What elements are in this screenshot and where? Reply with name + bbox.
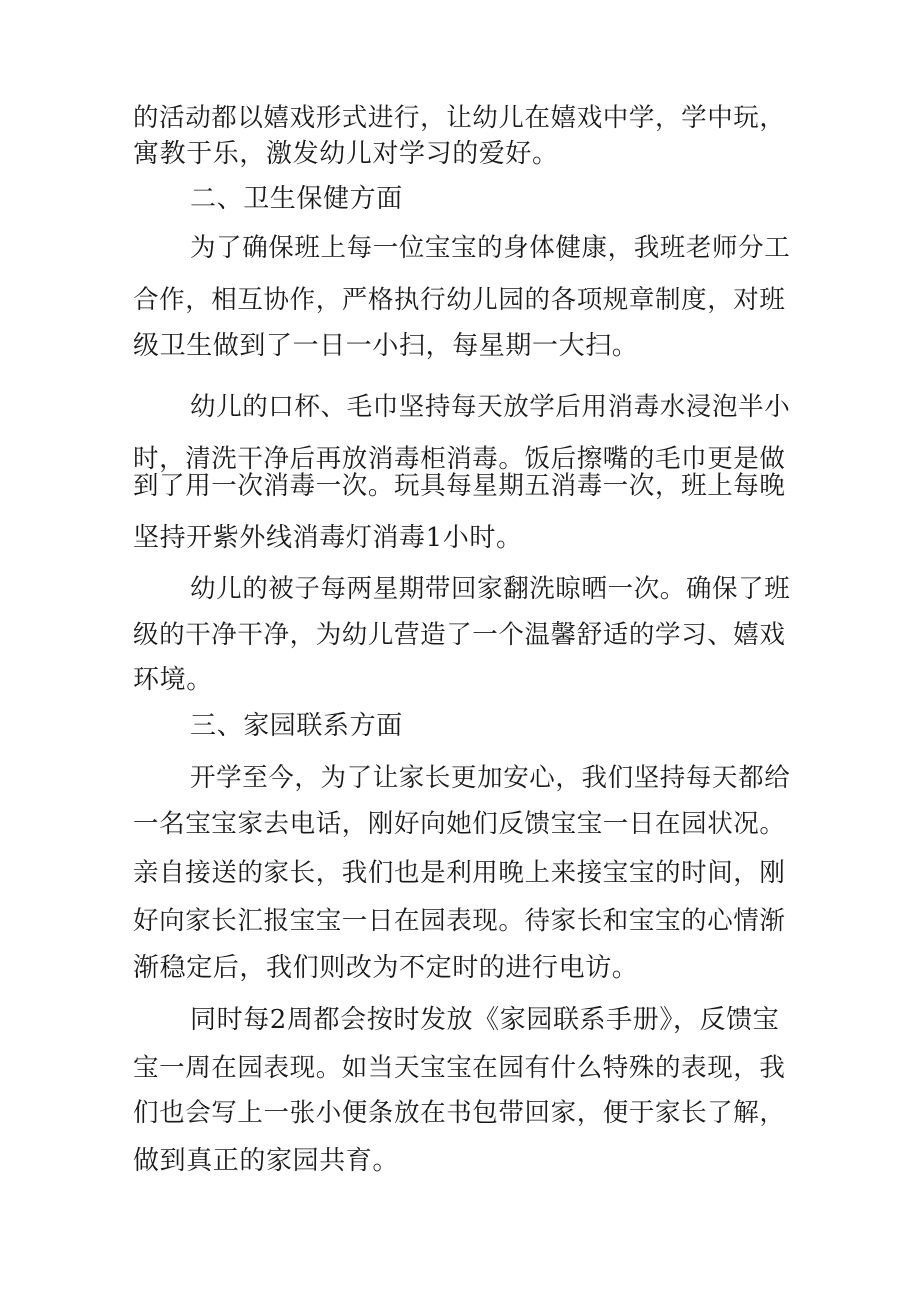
text-line: 为了确保班上每一位宝宝的身体健康，我班老师分工: [190, 233, 791, 263]
text-line: 到了用一次消毒一次。玩具每星期五消毒一次，班上每晚: [133, 471, 786, 501]
text-line: 级的干净干净，为幼儿营造了一个温馨舒适的学习、嬉戏: [133, 620, 786, 650]
text-line: 的活动都以嬉戏形式进行，让幼儿在嬉戏中学，学中玩，: [133, 103, 786, 133]
text-line: 亲自接送的家长，我们也是利用晚上来接宝宝的时间，刚: [133, 858, 786, 888]
text-line: 坚持开紫外线消毒灯消毒1小时。: [133, 523, 523, 553]
text-line: 渐稳定后，我们则改为不定时的进行电访。: [133, 953, 639, 983]
text-line: 好向家长汇报宝宝一日在园表现。待家长和宝宝的心情渐: [133, 906, 786, 936]
text-line: 合作，相互协作，严格执行幼儿园的各项规章制度，对班: [133, 285, 786, 315]
text-line: 幼儿的被子每两星期带回家翻洗晾晒一次。确保了班: [190, 574, 791, 604]
text-line: 同时每2周都会按时发放《家园联系手册》，反馈宝: [190, 1005, 780, 1035]
text-line: 时，清洗干净后再放消毒柜消毒。饭后擦嘴的毛巾更是做: [133, 444, 786, 474]
text-line: 幼儿的口杯、毛巾坚持每天放学后用消毒水浸泡半小: [190, 392, 791, 422]
text-line: 级卫生做到了一日一小扫，每星期一大扫。: [133, 331, 639, 361]
text-line: 做到真正的家园共育。: [133, 1146, 400, 1176]
text-line: 们也会写上一张小便条放在书包带回家，便于家长了解，: [133, 1098, 786, 1128]
text-line: 寓教于乐，激发幼儿对学习的爱好。: [133, 139, 559, 169]
text-line: 开学至今，为了让家长更加安心，我们坚持每天都给: [190, 763, 791, 793]
section-heading-home-school: 三、家园联系方面: [190, 711, 403, 741]
section-heading-hygiene: 二、卫生保健方面: [190, 184, 403, 214]
text-line: 一名宝宝家去电话，刚好向她们反馈宝宝一日在园状况。: [133, 809, 786, 839]
text-line: 宝一周在园表现。如当天宝宝在园有什么特殊的表现，我: [133, 1053, 786, 1083]
text-line: 环境。: [133, 665, 213, 695]
